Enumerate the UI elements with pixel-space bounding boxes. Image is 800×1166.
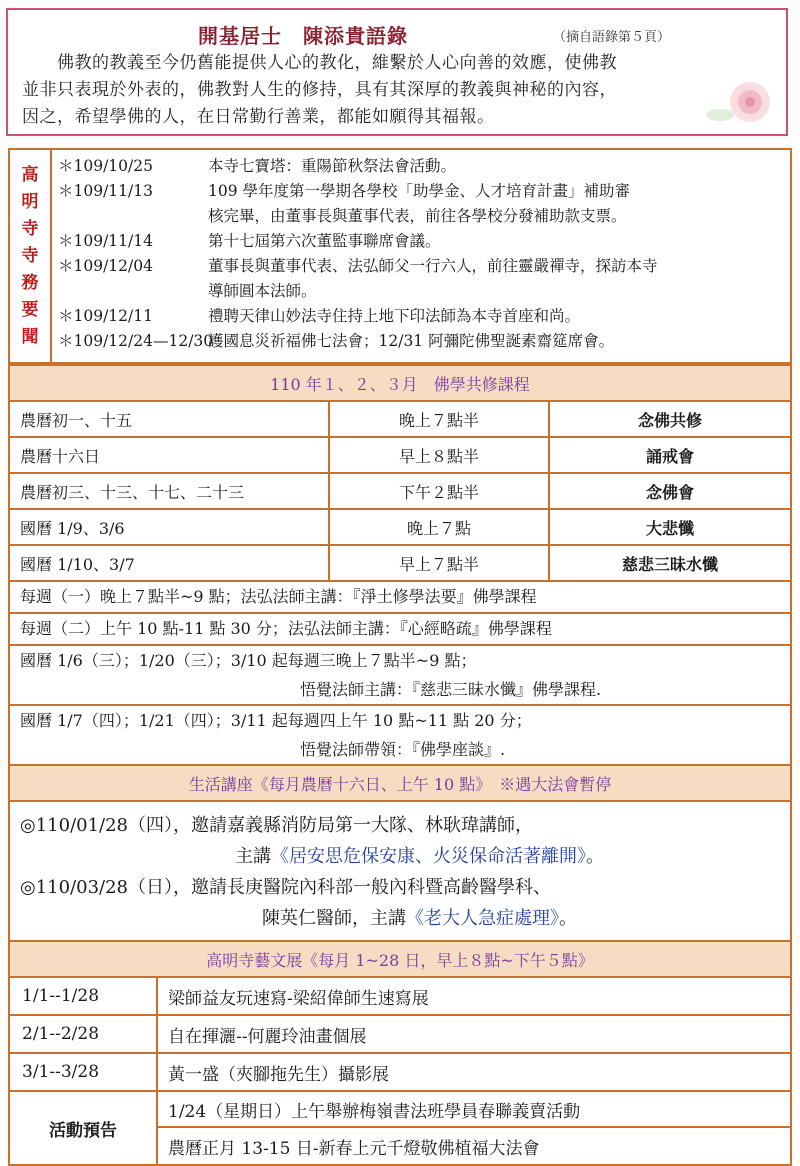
lecture-topic-suffix: 。 bbox=[559, 908, 577, 929]
exhibit-row bbox=[10, 978, 790, 1016]
exhibit-title: 黃一盛（夾腳拖先生）攝影展 bbox=[168, 1064, 389, 1085]
course-row bbox=[10, 474, 790, 510]
news-label-char: 高 bbox=[21, 164, 39, 185]
wednesday-teacher: 悟覺法師主講：『慈悲三昧水懺』佛學課程. bbox=[300, 680, 602, 699]
activity-item: 農曆正月 13-15 日-新春上元千燈敬佛植福大法會 bbox=[168, 1138, 540, 1159]
lecture-topic-title: 《老大人急症處理》 bbox=[406, 908, 559, 929]
course-row bbox=[10, 402, 790, 438]
rose-icon bbox=[690, 70, 780, 130]
quote-title: 開基居士 陳添貴語錄 bbox=[198, 24, 408, 48]
temple-news-section bbox=[8, 148, 792, 364]
lectures-header: 生活講座《每月農曆十六日、上午 10 點》 ※遇大法會暫停 bbox=[10, 766, 790, 802]
course-time: 下午２點半 bbox=[330, 474, 550, 508]
course-name: 念佛會 bbox=[645, 482, 694, 502]
news-date: ＊109/11/13 bbox=[58, 182, 153, 200]
news-item bbox=[58, 154, 788, 179]
news-text: 本寺七寶塔：重陽節秋祭法會活動。 bbox=[208, 157, 457, 175]
exhibit-title: 自在揮灑--何麗玲油畫個展 bbox=[168, 1026, 367, 1047]
activities-label: 活動預告 bbox=[10, 1092, 158, 1164]
course-row bbox=[10, 546, 790, 582]
news-date: ＊109/12/11 bbox=[58, 307, 153, 325]
news-label bbox=[10, 150, 52, 362]
news-label-char: 明 bbox=[21, 191, 39, 212]
lecture-1-line: ◎110/01/28（四），邀請嘉義縣消防局第一大隊、林耿瑋講師， bbox=[20, 815, 533, 836]
lectures-list bbox=[10, 802, 790, 942]
weekly-course-wednesday bbox=[10, 646, 790, 706]
weekly-course-monday: 每週（一）晚上７點半~9 點；法弘法師主講：『淨土修學法要』佛學課程 bbox=[10, 582, 790, 614]
lecture-topic-title: 《居安思危保安康、火災保命活著離開》 bbox=[271, 846, 586, 867]
lecture-topic-suffix: 。 bbox=[586, 846, 604, 867]
course-time: 晚上７點半 bbox=[330, 402, 550, 436]
news-text: 護國息災祈福佛七法會；12/31 阿彌陀佛聖誕素齋筵席會。 bbox=[208, 332, 615, 350]
news-label-char: 聞 bbox=[21, 326, 39, 347]
weekly-course-thursday bbox=[10, 706, 790, 766]
news-item bbox=[58, 179, 788, 229]
wednesday-schedule: 國曆 1/6（三）；1/20（三）；3/10 起每週三晚上７點半~9 點； bbox=[20, 651, 477, 670]
lecture-topic-prefix: 陳英仁醫師，主講 bbox=[262, 908, 406, 929]
exhibit-date: 3/1--3/28 bbox=[10, 1054, 158, 1090]
course-name: 念佛共修 bbox=[637, 410, 702, 430]
quote-source: （摘自語錄第５頁） bbox=[553, 30, 671, 45]
exhibit-title: 梁師益友玩速寫-梁紹偉師生速寫展 bbox=[168, 988, 429, 1009]
course-name: 大悲懺 bbox=[645, 518, 694, 538]
news-label-char: 要 bbox=[21, 299, 39, 320]
news-text: 核完畢，由董事長與董事代表，前往各學校分發補助款支票。 bbox=[208, 207, 627, 225]
news-date: ＊109/10/25 bbox=[58, 157, 153, 175]
activity-item: 1/24（星期日）上午舉辦梅嶺書法班學員春聯義賣活動 bbox=[158, 1092, 790, 1128]
news-text: 導師圓本法師。 bbox=[208, 282, 317, 300]
exhibit-row bbox=[10, 1016, 790, 1054]
program-grid bbox=[8, 364, 792, 1166]
course-day: 農曆十六日 bbox=[10, 438, 330, 472]
news-item bbox=[58, 254, 788, 304]
news-label-char: 寺 bbox=[21, 218, 39, 239]
course-day: 農曆初三、十三、十七、二十三 bbox=[10, 474, 330, 508]
news-text: 董事長與董事代表、法弘師父一行六人，前往靈嚴禪寺，探訪本寺 bbox=[208, 257, 658, 275]
course-row bbox=[10, 438, 790, 474]
thursday-teacher: 悟覺法師帶領：『佛學座談』. bbox=[300, 740, 506, 759]
lecture-1-topic bbox=[20, 841, 780, 872]
exhibit-date: 2/1--2/28 bbox=[10, 1016, 158, 1052]
news-list bbox=[58, 154, 788, 354]
course-day: 農曆初一、十五 bbox=[10, 402, 330, 436]
exhibit-header: 高明寺藝文展《每月 1~28 日，早上８點~下午５點》 bbox=[10, 942, 790, 978]
news-text: 禮聘天律山妙法寺住持上地下印法師為本寺首座和尚。 bbox=[208, 307, 581, 325]
news-item bbox=[58, 329, 788, 354]
course-time: 早上７點半 bbox=[330, 546, 550, 580]
lecture-2-line: ◎110/03/28（日），邀請長庚醫院內科部一般內科暨高齡醫學科、 bbox=[20, 877, 551, 898]
lecture-2-topic bbox=[20, 903, 780, 934]
course-day: 國曆 1/9、3/6 bbox=[10, 510, 330, 544]
news-date: ＊109/12/04 bbox=[58, 257, 153, 275]
exhibit-date: 1/1--1/28 bbox=[10, 978, 158, 1014]
news-date: ＊109/11/14 bbox=[58, 232, 153, 250]
quote-body bbox=[22, 50, 777, 131]
quote-box bbox=[6, 8, 788, 136]
news-label-char: 務 bbox=[21, 272, 39, 293]
course-row bbox=[10, 510, 790, 546]
weekly-course-tuesday: 每週（二）上午 10 點-11 點 30 分；法弘法師主講：『心經略疏』佛學課程 bbox=[10, 614, 790, 646]
lecture-topic-prefix: 主講 bbox=[235, 846, 271, 867]
quote-line: 佛教的教義至今仍舊能提供人心的教化，維繫於人心向善的效應，使佛教 bbox=[22, 53, 617, 73]
news-item bbox=[58, 304, 788, 329]
thursday-schedule: 國曆 1/7（四）；1/21（四）；3/11 起每週四上午 10 點~11 點 20 分； bbox=[20, 711, 532, 730]
quote-line: 因之，希望學佛的人，在日常勤行善業，都能如願得其福報。 bbox=[22, 107, 495, 127]
course-time: 晚上７點 bbox=[330, 510, 550, 544]
news-text: 第十七屆第六次董監事聯席會議。 bbox=[208, 232, 441, 250]
news-text: 109 學年度第一學期各學校「助學金、人才培育計畫」補助審 bbox=[208, 182, 631, 200]
activities-section bbox=[10, 1092, 790, 1164]
course-day: 國曆 1/10、3/7 bbox=[10, 546, 330, 580]
news-item bbox=[58, 229, 788, 254]
course-time: 早上８點半 bbox=[330, 438, 550, 472]
course-name: 慈悲三昧水懺 bbox=[621, 554, 718, 574]
exhibit-row bbox=[10, 1054, 790, 1092]
news-label-char: 寺 bbox=[21, 245, 39, 266]
course-name: 誦戒會 bbox=[645, 446, 694, 466]
quote-line: 並非只表現於外表的，佛教對人生的修持，具有其深厚的教義與神秘的內容， bbox=[22, 80, 617, 100]
news-date: ＊109/12/24—12/30 bbox=[58, 332, 214, 350]
courses-header: 110 年１、２、３月 佛學共修課程 bbox=[10, 366, 790, 402]
